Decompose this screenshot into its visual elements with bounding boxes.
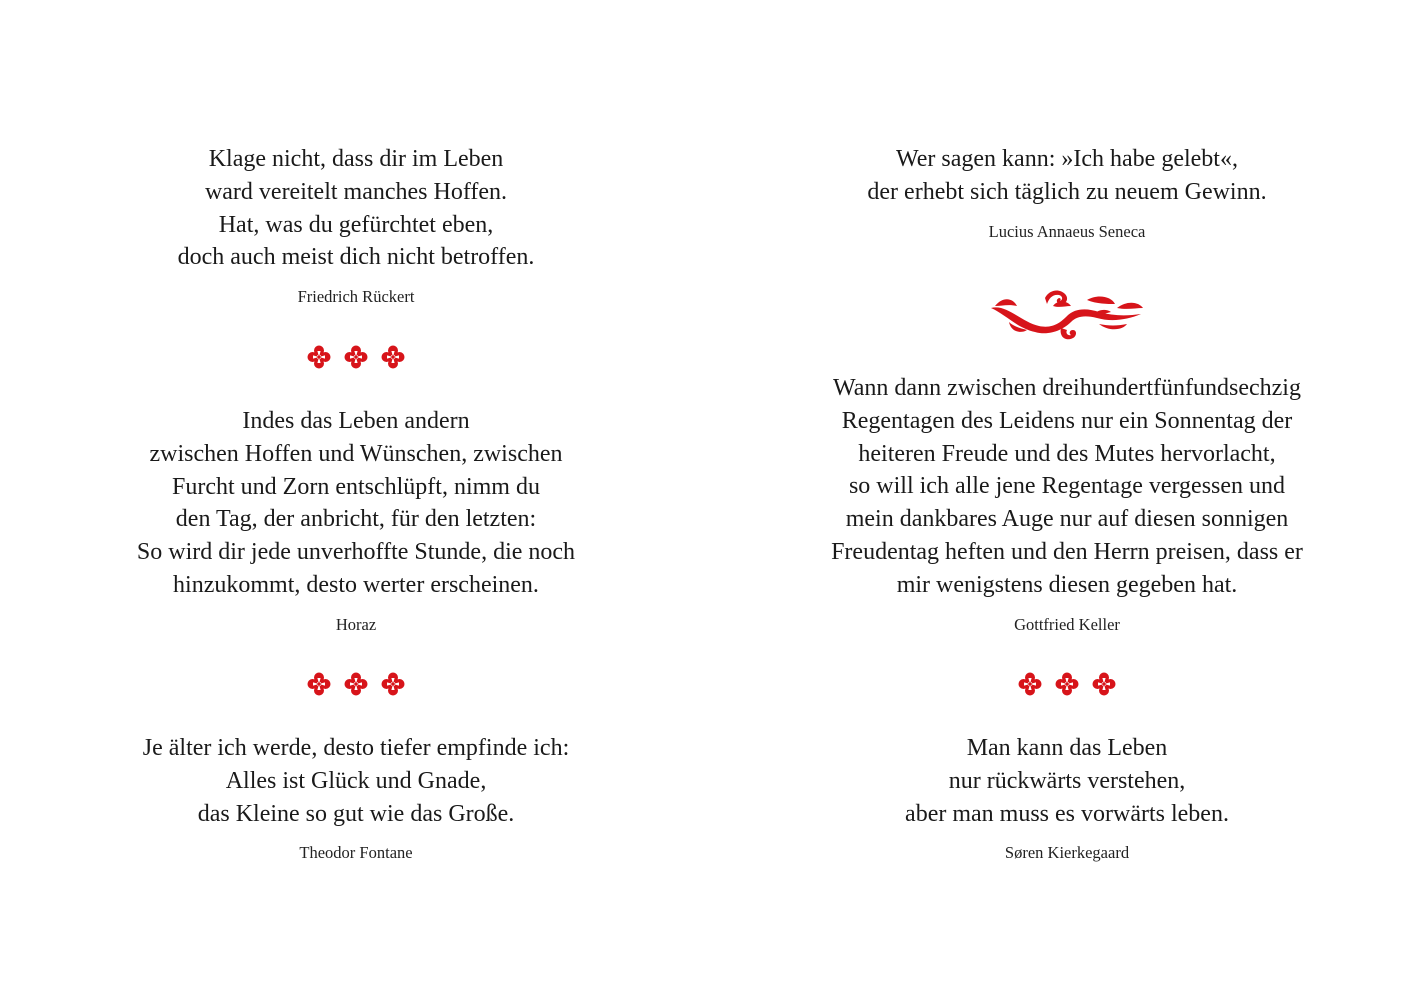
quote-text: [0, 405, 712, 602]
four-leaf-clover-icon: [306, 671, 332, 697]
quote-block-rueckert: [0, 143, 712, 307]
quote-author: Theodor Fontane: [299, 843, 413, 863]
quote-text: [0, 732, 712, 830]
four-leaf-clover-icon: [380, 671, 406, 697]
quote-line: zwischen Hoffen und Wünschen, zwischen: [149, 440, 563, 467]
quote-line: hinzukommt, desto werter erscheinen.: [173, 571, 539, 598]
four-leaf-clover-icon: [343, 671, 369, 697]
quote-block-horaz: [0, 405, 712, 635]
quote-author: Friedrich Rückert: [297, 287, 415, 307]
quote-block-keller: [711, 372, 1423, 635]
quote-line: ward vereitelt manches Hoffen.: [204, 178, 508, 205]
quote-line: Hat, was du gefürchtet eben,: [218, 211, 494, 238]
four-leaf-clover-icon: [1017, 671, 1043, 697]
quote-block-kierkegaard: [711, 732, 1423, 863]
quote-text: [0, 143, 712, 274]
quote-line: doch auch meist dich nicht betroffen.: [177, 244, 535, 271]
quote-line: Je älter ich werde, desto tiefer empfinde ich:: [142, 735, 570, 761]
quote-line: Indes das Leben andern: [242, 408, 470, 434]
quote-block-fontane: [0, 732, 712, 863]
quote-line: so will ich alle jene Regentage vergessen und: [848, 473, 1286, 500]
four-leaf-clover-icon: [1054, 671, 1080, 697]
quote-line: heiteren Freude und des Mutes hervorlacht,: [858, 440, 1276, 467]
quote-line: Furcht und Zorn entschlüpft, nimm du: [172, 473, 540, 500]
quote-line: Man kann das Leben: [966, 735, 1168, 761]
quote-author: Horaz: [335, 614, 377, 634]
floral-flourish-icon: [711, 286, 1423, 346]
right-page: [711, 0, 1423, 1000]
quote-line: das Kleine so gut wie das Große.: [197, 800, 515, 827]
quote-line: Freudentag heften und den Herrn preisen, dass er: [831, 538, 1303, 565]
quote-author: Gottfried Keller: [1014, 614, 1120, 634]
quote-line: der erhebt sich täglich zu neuem Gewinn.: [867, 178, 1267, 205]
quote-line: mir wenigstens diesen gegeben hat.: [896, 571, 1238, 598]
quote-line: mein dankbares Auge nur auf diesen sonnigen: [845, 506, 1289, 533]
quote-author: Lucius Annaeus Seneca: [988, 221, 1146, 241]
quote-line: Wer sagen kann: »Ich habe gelebt«,: [896, 146, 1238, 172]
quote-block-seneca: [711, 143, 1423, 242]
quote-line: So wird dir jede unverhoffte Stunde, die noch: [136, 539, 576, 566]
clover-divider: [0, 671, 712, 701]
clover-divider: [711, 671, 1423, 701]
quote-line: aber man muss es vorwärts leben.: [905, 800, 1229, 827]
quote-text: [711, 143, 1423, 209]
quote-author: Søren Kierkegaard: [1004, 843, 1130, 863]
quote-line: nur rückwärts verstehen,: [948, 767, 1186, 794]
four-leaf-clover-icon: [380, 344, 406, 370]
four-leaf-clover-icon: [306, 344, 332, 370]
quote-line: den Tag, der anbricht, für den letzten:: [175, 506, 537, 533]
quote-line: Klage nicht, dass dir im Leben: [208, 146, 504, 172]
quote-line: Wann dann zwischen dreihundertfünfundsechzig: [833, 375, 1301, 401]
quote-line: Regentagen des Leidens nur ein Sonnentag der: [841, 407, 1293, 434]
quote-line: Alles ist Glück und Gnade,: [225, 767, 487, 794]
clover-divider: [0, 344, 712, 374]
quote-text: [711, 372, 1423, 602]
four-leaf-clover-icon: [343, 344, 369, 370]
quote-text: [711, 732, 1423, 830]
four-leaf-clover-icon: [1091, 671, 1117, 697]
